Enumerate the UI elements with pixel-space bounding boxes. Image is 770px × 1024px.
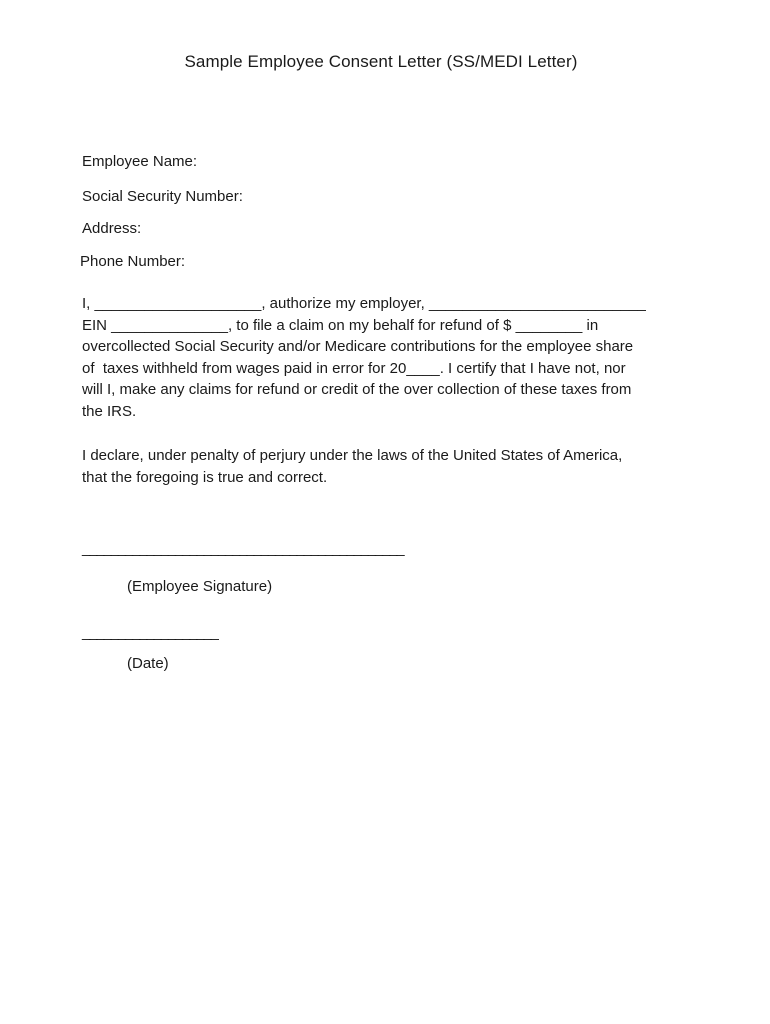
authorization-line: the IRS. [82, 402, 137, 420]
authorization-line: of taxes withheld from wages paid in error for 20____. I certify that I have not, nor [82, 359, 626, 377]
signature-line: _____________________________________________ [82, 540, 404, 557]
date-caption: (Date) [127, 655, 169, 672]
declaration-line: that the foregoing is true and correct. [82, 468, 328, 486]
authorization-line: I, ____________________, authorize my employer, __________________________ [82, 295, 646, 312]
ssn-label: Social Security Number: [82, 188, 243, 205]
employee-name-label: Employee Name: [82, 153, 198, 170]
declaration-paragraph [82, 445, 702, 488]
authorization-paragraph [82, 293, 702, 423]
signature-caption: (Employee Signature) [127, 578, 273, 595]
phone-label: Phone Number: [80, 253, 186, 270]
authorization-line: overcollected Social Security and/or Medicare contributions for the employee share [82, 338, 634, 356]
authorization-line: EIN ______________, to file a claim on my behalf for refund of $ ________ in [82, 316, 599, 334]
document-title: Sample Employee Consent Letter (SS/MEDI Letter) [184, 52, 578, 71]
authorization-line: will I, make any claims for refund or credit of the over collection of these taxes from [82, 381, 632, 399]
date-line: ___________________ [82, 624, 218, 641]
declaration-line: I declare, under penalty of perjury under the laws of the United States of America, [82, 447, 623, 464]
address-label: Address: [82, 220, 142, 237]
